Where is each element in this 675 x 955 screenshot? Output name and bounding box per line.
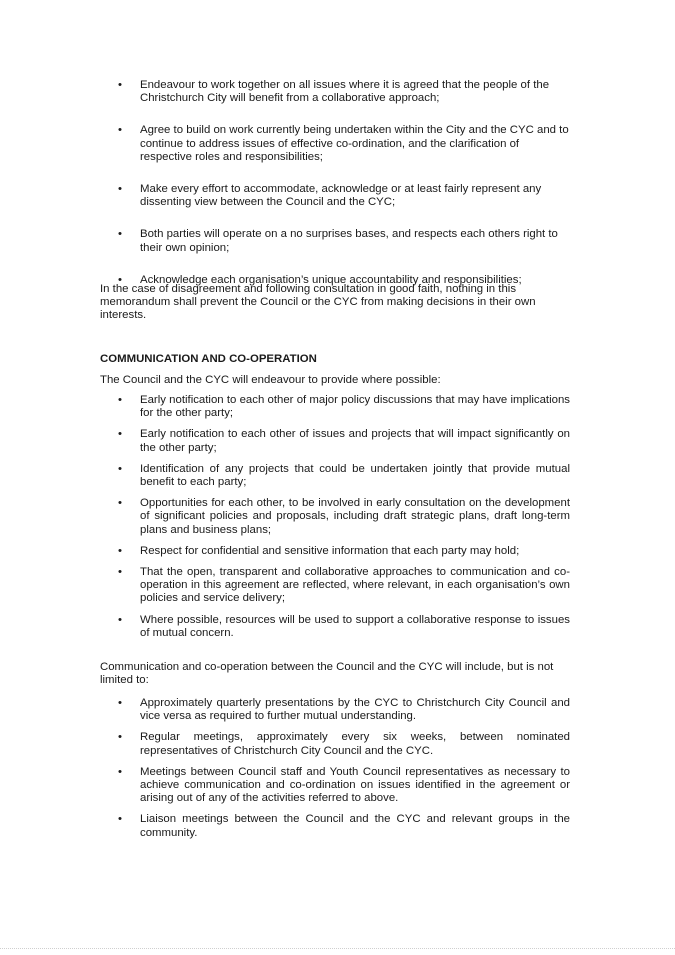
list-item bbox=[100, 428, 570, 454]
list-item bbox=[100, 731, 570, 757]
commitments-list bbox=[100, 79, 570, 306]
list-item-text: Approximately quarterly presentations by the CYC to Christchurch City Council and vice versa as required to further mutual understanding. bbox=[140, 697, 570, 723]
section-heading: COMMUNICATION AND CO-OPERATION bbox=[100, 353, 317, 365]
intro-paragraph: The Council and the CYC will endeavour to provide where possible: bbox=[100, 374, 441, 386]
include-paragraph: Communication and co-operation between the Council and the CYC will include, but is not limited to: bbox=[100, 661, 554, 687]
list-item-text: Meetings between Council staff and Youth Council representatives as necessary to achieve communication and co-ordination on issues identified in the agreement or arising out of any of the activities referred to above. bbox=[140, 765, 570, 805]
bullet-icon: • bbox=[118, 813, 122, 826]
bullet-icon: • bbox=[118, 428, 122, 441]
bullet-icon: • bbox=[118, 497, 122, 510]
bullet-icon: • bbox=[118, 613, 122, 626]
list-item-text: Where possible, resources will be used to support a collaborative response to issues of mutual concern. bbox=[140, 613, 570, 639]
list-item bbox=[100, 394, 570, 420]
bullet-icon: • bbox=[118, 273, 122, 286]
list-item-text: That the open, transparent and collaborative approaches to communication and co-operation in this agreement are reflected, where relevant, in each organisation’s own policies and service delivery; bbox=[140, 566, 570, 605]
list-item bbox=[100, 766, 570, 806]
list-item-text: Opportunities for each other, to be involved in early consultation on the development of significant policies and proposals, including draft strategic plans, draft long-term plans and business plans; bbox=[140, 497, 570, 536]
list-item bbox=[100, 228, 570, 254]
include-list bbox=[100, 697, 570, 848]
disagreement-paragraph: In the case of disagreement and following consultation in good faith, nothing in this memorandum shall prevent the Council or the CYC from making decisions in their own interests. bbox=[100, 283, 536, 322]
list-item-text: Liaison meetings between the Council and the CYC and relevant groups in the community. bbox=[140, 813, 570, 839]
list-item-text: Regular meetings, approximately every six weeks, between nominated representatives of Christchurch City Council and the CYC. bbox=[140, 731, 570, 757]
bullet-icon: • bbox=[118, 228, 122, 241]
list-item bbox=[100, 614, 570, 640]
list-item bbox=[100, 497, 570, 537]
list-item bbox=[100, 566, 570, 606]
bullet-icon: • bbox=[118, 124, 122, 137]
list-item-text: Identification of any projects that could be undertaken jointly that provide mutual benefit to each party; bbox=[140, 462, 570, 489]
bullet-icon: • bbox=[118, 566, 122, 579]
list-item-text: Acknowledge each organisation’s unique accountability and responsibilities; bbox=[140, 273, 522, 286]
list-item-text: Respect for confidential and sensitive information that each party may hold; bbox=[140, 544, 520, 557]
list-item bbox=[100, 545, 570, 558]
bullet-icon: • bbox=[118, 544, 122, 557]
list-item bbox=[100, 183, 570, 209]
list-item bbox=[100, 697, 570, 723]
bullet-icon: • bbox=[118, 79, 122, 91]
list-item bbox=[100, 813, 570, 839]
list-item-text: Agree to build on work currently being undertaken within the City and the CYC and to continue to address issues of effective co-ordination, and the clarification of respective roles and responsibilities; bbox=[140, 124, 569, 163]
list-item-text: Endeavour to work together on all issues where it is agreed that the people of the Christchurch City will benefit from a collaborative approach; bbox=[140, 79, 550, 105]
list-item-text: Early notification to each other of major policy discussions that may have implications for the other party; bbox=[140, 394, 570, 420]
page-bottom-edge bbox=[0, 948, 675, 949]
list-item bbox=[100, 463, 570, 489]
list-item-text: Both parties will operate on a no surprises bases, and respects each others right to their own opinion; bbox=[140, 228, 558, 254]
list-item-text: Make every effort to accommodate, acknowledge or at least fairly represent any dissenting view between the Council and the CYC; bbox=[140, 183, 542, 209]
bullet-icon: • bbox=[118, 183, 122, 196]
list-item bbox=[100, 79, 570, 105]
bullet-icon: • bbox=[118, 765, 122, 778]
bullet-icon: • bbox=[118, 697, 122, 709]
bullet-icon: • bbox=[118, 394, 122, 406]
list-item-text: Early notification to each other of issues and projects that will impact significantly on the other party; bbox=[140, 428, 570, 454]
bullet-icon: • bbox=[118, 462, 122, 475]
bullet-icon: • bbox=[118, 731, 122, 744]
list-item bbox=[100, 124, 570, 164]
provide-list bbox=[100, 394, 570, 648]
